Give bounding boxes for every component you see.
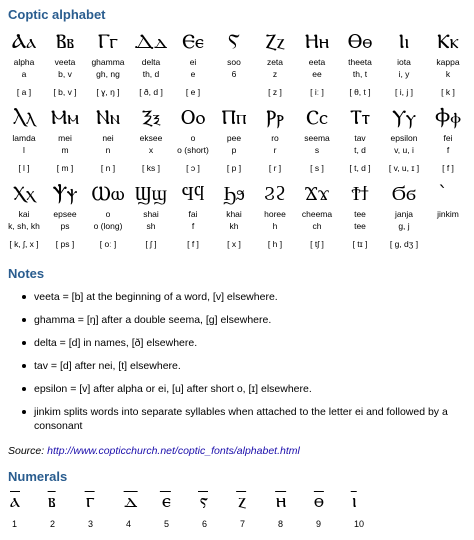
letter-glyph: Ϭϭ [391, 181, 417, 205]
letter-name: o [190, 133, 196, 143]
letter-sound: x [148, 145, 154, 155]
alphabet-row [4, 180, 472, 250]
letter-glyph: Ⲁⲁ [11, 29, 37, 53]
letter-cell [4, 28, 44, 98]
letter-name: nei [102, 133, 114, 143]
letter-sound: s [314, 145, 320, 155]
letter-ipa: [ r ] [268, 163, 282, 173]
letter-glyph: Ⲧⲧ [349, 105, 371, 129]
letter-sound: p [231, 145, 237, 155]
letter-sound: ps [60, 221, 70, 231]
numeral-glyph: ⲓ̅ [352, 488, 357, 512]
letter-cell [4, 180, 44, 250]
letter-cell [44, 104, 86, 174]
letter-glyph: Ⲍⲍ [265, 29, 285, 53]
letter-ipa: [ ð, d ] [139, 87, 163, 97]
letter-glyph: Ⲟⲟ [180, 105, 206, 129]
letter-glyph: Ⲝⲝ [141, 105, 161, 129]
letter-glyph: Ⲯⲯ [52, 181, 78, 205]
letter-cell [130, 180, 172, 250]
letter-sound: 6 [231, 69, 237, 79]
letter-name: zeta [266, 57, 284, 67]
note-item: veeta = [b] at the beginning of a word, [v] elsewhere. [20, 290, 460, 304]
letter-sound: a [21, 69, 27, 79]
notes-list [20, 290, 460, 442]
letter-name: khai [226, 209, 242, 219]
letter-cell [426, 180, 470, 250]
letter-name: delta [141, 57, 161, 67]
letter-glyph: Ϩϩ [264, 181, 286, 205]
letter-name: kai [18, 209, 30, 219]
numeral-value: 4 [126, 519, 132, 529]
letter-sound: i, y [398, 69, 410, 79]
letter-sound: tee [354, 221, 366, 231]
letter-name: fei [443, 133, 453, 143]
letter-glyph: Ⲩⲩ [391, 105, 417, 129]
letter-sound: e [190, 69, 196, 79]
letter-glyph: Ⲋ [228, 29, 240, 53]
letter-sound: r [273, 145, 277, 155]
letter-name: kappa [436, 57, 460, 67]
letter-ipa [214, 86, 254, 98]
note-item: epsilon = [v] after alpha or ei, [u] after short o, [ɪ] elsewhere. [20, 382, 460, 396]
letter-glyph: Ⲕⲕ [437, 29, 459, 53]
letter-glyph: Ⲡⲡ [221, 105, 247, 129]
letter-glyph: Ϯϯ [351, 181, 369, 205]
source-link[interactable]: http://www.copticchurch.net/coptic_fonts/alphabet.html [47, 445, 300, 457]
page-title: Coptic alphabet [8, 7, 106, 22]
letter-name: janja [395, 209, 413, 219]
letter-cell [426, 104, 470, 174]
numeral-cell [274, 486, 312, 530]
letter-glyph: Ⲑⲑ [347, 29, 373, 53]
letter-name: tav [354, 133, 366, 143]
letter-glyph: Ⲇⲇ [134, 29, 168, 53]
numeral-cell [312, 486, 350, 530]
note-item: tav = [d] after nei, [t] elsewhere. [20, 359, 460, 373]
letter-glyph: Ⲃⲃ [55, 29, 75, 53]
letter-glyph: Ⲅⲅ [97, 29, 119, 53]
letter-sound: t, d [354, 145, 366, 155]
letter-ipa: [ f ] [442, 163, 454, 173]
letter-cell [296, 28, 338, 98]
letter-sound: o (short) [177, 145, 209, 155]
letter-name: ro [271, 133, 279, 143]
letter-ipa: [ ps ] [55, 239, 75, 249]
numeral-value: 9 [316, 519, 322, 529]
numeral-glyph: ⲍ̅ [238, 488, 247, 512]
letter-ipa: [ g, dʒ ] [389, 239, 419, 249]
letter-cell [382, 180, 426, 250]
letter-cell [172, 28, 214, 98]
letter-ipa: [ ɔ ] [186, 163, 200, 173]
letter-cell [214, 104, 254, 174]
numeral-glyph: ⲅ̅ [86, 488, 95, 512]
letter-sound: sh [146, 221, 156, 231]
letter-cell [338, 180, 382, 250]
letter-cell [382, 104, 426, 174]
letter-cell [86, 180, 130, 250]
letter-ipa: [ k, ʃ, x ] [9, 239, 39, 249]
letter-sound: f [191, 221, 195, 231]
numeral-glyph: ⲑ̅ [314, 488, 324, 512]
letter-sound: th, d [142, 69, 160, 79]
numeral-cell [46, 486, 84, 530]
numeral-glyph: ⲉ̅ [162, 488, 171, 512]
letter-glyph: Ϧϧ [222, 181, 246, 205]
numeral-cell [160, 486, 198, 530]
letter-cell [338, 28, 382, 98]
letter-ipa: [ l ] [18, 163, 30, 173]
alphabet-row [4, 104, 472, 174]
letter-name: cheema [301, 209, 333, 219]
numeral-glyph: ⲁ̅ [10, 488, 20, 512]
letter-sound: l [23, 145, 25, 155]
numerals-row [8, 486, 388, 530]
letter-ipa: [ k ] [441, 87, 455, 97]
letter-cell [254, 28, 296, 98]
note-item: ghamma = [ŋ] after a double seema, [g] elsewhere. [20, 313, 460, 327]
letter-ipa: [ p ] [226, 163, 242, 173]
numeral-cell [198, 486, 236, 530]
letter-ipa: [ h ] [267, 239, 283, 249]
numeral-value: 5 [164, 519, 170, 529]
letter-sound: th, t [352, 69, 368, 79]
letter-ipa: [ e ] [185, 87, 201, 97]
letter-sound [426, 220, 470, 232]
letter-cell [426, 28, 470, 98]
letter-ipa: [ b, v ] [53, 87, 77, 97]
letter-sound: b, v [58, 69, 72, 79]
letter-ipa: [ tɪ ] [352, 239, 368, 249]
numeral-cell [236, 486, 274, 530]
letter-cell [214, 180, 254, 250]
letter-cell [130, 28, 172, 98]
letter-glyph: Ⲱⲱ [91, 181, 125, 205]
numeral-glyph: ⲃ̅ [48, 488, 56, 512]
letter-ipa: [ tʃ ] [310, 239, 324, 249]
letter-glyph: Ⲥⲥ [306, 105, 328, 129]
letter-sound: gh, ng [96, 69, 120, 79]
letter-glyph: Ⲫⲫ [435, 105, 461, 129]
letter-glyph: Ϣϣ [134, 181, 168, 205]
letter-sound: ch [312, 221, 322, 231]
letter-row [4, 28, 472, 98]
letter-sound: f [446, 145, 450, 155]
letter-ipa: [ a ] [16, 87, 32, 97]
letter-cell [130, 104, 172, 174]
letter-cell [214, 28, 254, 98]
letter-glyph [426, 180, 470, 206]
letter-sound: g, j [398, 221, 410, 231]
letter-ipa [426, 238, 470, 250]
letter-glyph: Ⲭⲭ [12, 181, 36, 205]
letter-ipa: [ i, j ] [395, 87, 413, 97]
letter-name: pee [226, 133, 242, 143]
letter-ipa: [ t, d ] [349, 163, 371, 173]
letter-name: jinkim [437, 209, 459, 219]
letter-name: lamda [12, 133, 36, 143]
letter-cell [86, 104, 130, 174]
numeral-cell [8, 486, 46, 530]
letter-glyph: Ⲏⲏ [304, 29, 330, 53]
letter-ipa: [ n ] [100, 163, 116, 173]
letter-glyph: Ⲉⲉ [182, 29, 204, 53]
numeral-cell [84, 486, 122, 530]
numeral-value: 3 [88, 519, 94, 529]
letter-ipa: [ z ] [268, 87, 282, 97]
letter-cell [172, 104, 214, 174]
letter-sound: h [272, 221, 278, 231]
source-line [8, 445, 300, 457]
letter-row [4, 104, 472, 174]
letter-name: mei [58, 133, 72, 143]
letter-ipa: [ ʃ ] [145, 239, 157, 249]
letter-name: epsilon [390, 133, 418, 143]
letter-cell [296, 104, 338, 174]
numerals-heading: Numerals [8, 469, 68, 484]
letter-name: iota [397, 57, 411, 67]
letter-cell [254, 104, 296, 174]
note-item: delta = [d] in names, [ð] elsewhere. [20, 336, 460, 350]
letter-sound: k, sh, kh [8, 221, 40, 231]
letter-ipa: [ f ] [187, 239, 199, 249]
letter-glyph: Ⲛⲛ [95, 105, 121, 129]
letter-cell [172, 180, 214, 250]
letter-cell [254, 180, 296, 250]
numeral-cell [350, 486, 388, 530]
letter-cell [338, 104, 382, 174]
letter-ipa: [ m ] [56, 163, 74, 173]
letter-name: horee [264, 209, 286, 219]
source-label: Source: [8, 445, 45, 457]
letter-name: seema [304, 133, 330, 143]
letter-sound: n [105, 145, 111, 155]
letter-name: tee [354, 209, 366, 219]
letter-glyph: Ϫϫ [304, 181, 330, 205]
letter-cell [4, 104, 44, 174]
letter-name: veeta [54, 57, 76, 67]
letter-name: theeta [348, 57, 372, 67]
letter-ipa: [ oː ] [99, 239, 117, 249]
letter-name: eksee [139, 133, 163, 143]
letter-name: o [105, 209, 111, 219]
letter-name: alpha [13, 57, 35, 67]
letter-sound: z [272, 69, 278, 79]
letter-ipa: [ ks ] [142, 163, 160, 173]
letter-name: shai [143, 209, 159, 219]
numeral-glyph: ⲏ̅ [276, 488, 287, 512]
numeral-cell [122, 486, 160, 530]
letter-sound: v, u, i [394, 145, 414, 155]
letter-cell [382, 28, 426, 98]
letter-glyph: Ⲗⲗ [12, 105, 36, 129]
letter-name: eeta [308, 57, 326, 67]
numeral-value: 2 [50, 519, 56, 529]
letter-glyph: Ⲙⲙ [50, 105, 80, 129]
numeral-value: 6 [202, 519, 208, 529]
letter-ipa: [ v, u, ɪ ] [388, 163, 420, 173]
letter-sound: m [61, 145, 69, 155]
alphabet-row [4, 28, 472, 98]
letter-ipa: [ s ] [310, 163, 324, 173]
letter-name: epsee [53, 209, 77, 219]
letter-ipa: [ iː ] [310, 87, 324, 97]
letter-ipa: [ θ, t ] [349, 87, 371, 97]
numeral-glyph: ⲇ̅ [124, 488, 138, 512]
letter-name: ei [189, 57, 197, 67]
letter-cell [44, 180, 86, 250]
numeral-glyph: ⲋ̅ [200, 488, 209, 512]
letter-name: soo [227, 57, 241, 67]
letter-sound: kh [229, 221, 239, 231]
letter-glyph: Ⲣⲣ [265, 105, 285, 129]
letter-sound: k [445, 69, 451, 79]
note-item: jinkim splits words into separate syllables when attached to the letter ei and followed by a consonant [20, 405, 460, 433]
letter-row [4, 180, 472, 250]
letter-cell [44, 28, 86, 98]
letter-sound: ee [312, 69, 322, 79]
letter-name: ghamma [91, 57, 125, 67]
letter-sound: o (long) [93, 221, 123, 231]
numeral-value: 7 [240, 519, 246, 529]
letter-name: fai [188, 209, 198, 219]
letter-glyph: Ϥϥ [181, 181, 205, 205]
letter-cell [86, 28, 130, 98]
letter-ipa: [ ɣ, ŋ ] [96, 87, 120, 97]
numeral-value: 1 [12, 519, 18, 529]
numeral-value: 8 [278, 519, 284, 529]
letter-glyph: Ⲓⲓ [398, 29, 410, 53]
notes-heading: Notes [8, 266, 45, 281]
letter-cell [296, 180, 338, 250]
letter-ipa: [ x ] [227, 239, 241, 249]
numeral-value: 10 [354, 519, 365, 529]
